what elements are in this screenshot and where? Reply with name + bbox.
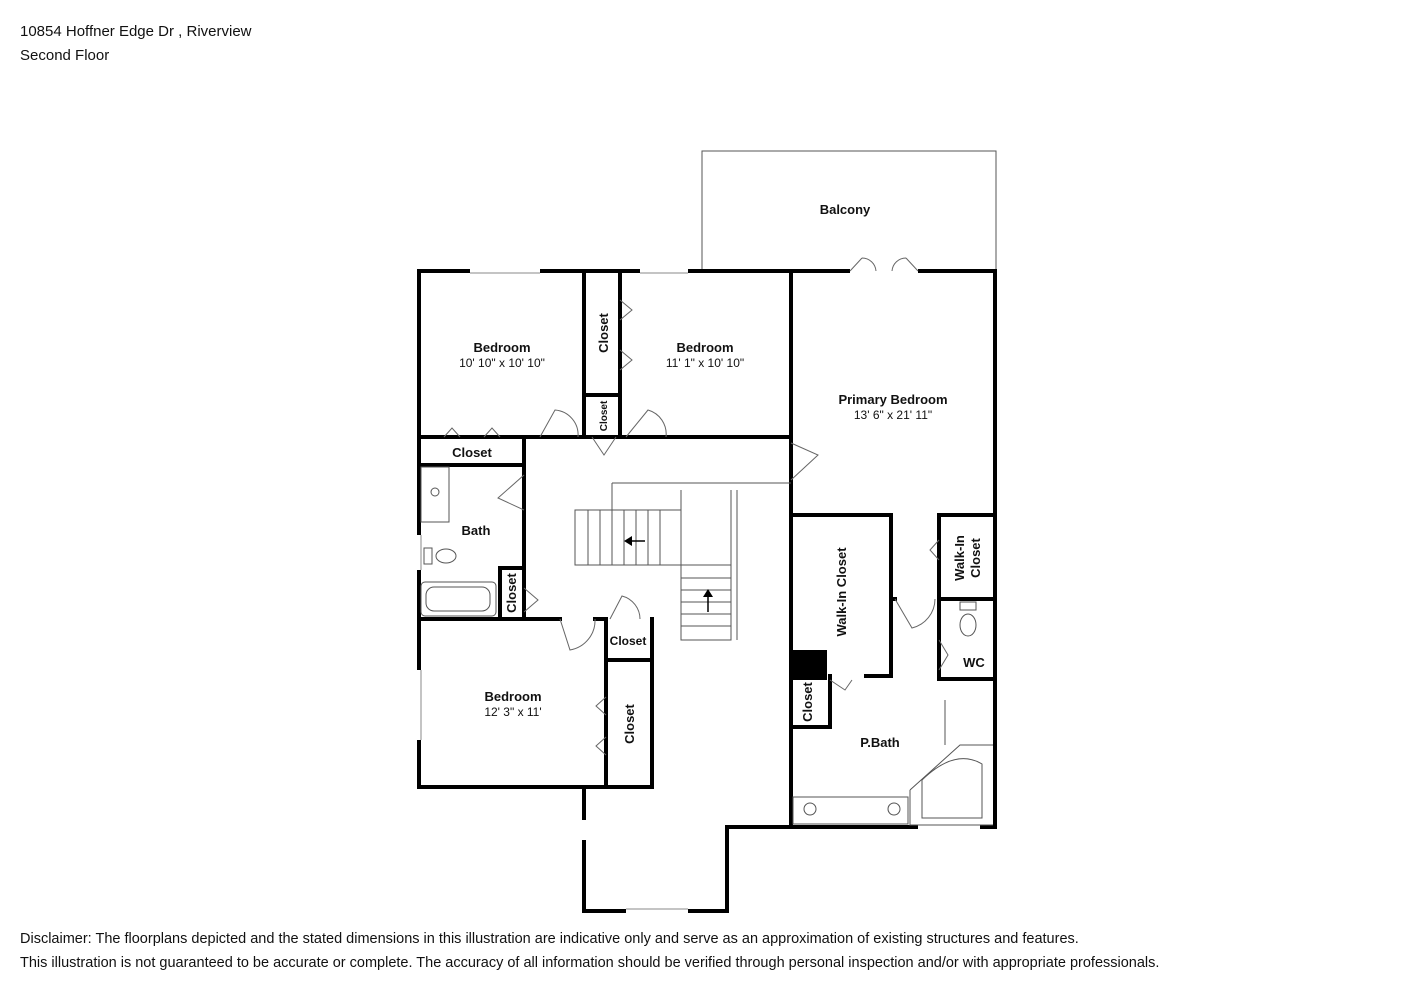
bedroom2-label: Bedroom (676, 340, 734, 355)
address-title: 10854 Hoffner Edge Dr , Riverview (20, 23, 252, 40)
primary-bedroom-dims: 13' 6" x 21' 11" (853, 408, 933, 422)
closet-label-small: Closet (599, 400, 610, 432)
primary-bedroom-label: Primary Bedroom (838, 392, 948, 407)
wc-label: WC (963, 655, 985, 670)
closet-label-pbath: Closet (800, 682, 815, 722)
balcony-label: Balcony (819, 202, 871, 217)
closet-label-bedroom3-top: Closet (609, 634, 647, 648)
bedroom1-label: Bedroom (473, 340, 531, 355)
bath-label: Bath (461, 523, 491, 538)
pbath-label: P.Bath (860, 735, 900, 750)
bedroom3-dims: 12' 3" x 11' (484, 705, 542, 719)
doors (444, 258, 948, 755)
disclaimer-line-1: Disclaimer: The floorplans depicted and the stated dimensions in this illustration are indicative only and serve as an approximation of existing structures and features. (20, 931, 1079, 947)
disclaimer-line-2: This illustration is not guaranteed to be accurate or complete. The accuracy of all information should be verified through personal inspection and/or with appropriate professionals. (20, 955, 1160, 971)
closet-label-bedroom3: Closet (622, 704, 637, 744)
bedroom2-dims: 11' 1" x 10' 10" (665, 356, 745, 370)
floor-subtitle: Second Floor (20, 47, 110, 64)
closet-label-bedroom2: Closet (596, 313, 611, 353)
column-block (791, 650, 827, 680)
room-labels (452, 202, 985, 750)
walkin-closet-label-line2: Closet (968, 538, 983, 578)
stairs (575, 483, 791, 640)
walkin-closet-label: Walk-In Closet (834, 547, 849, 637)
closet-label-bath: Closet (504, 573, 519, 613)
walkin-closet-label-line1: Walk-In (952, 535, 967, 581)
bedroom1-dims: 10' 10" x 10' 10" (459, 356, 545, 370)
bedroom3-label: Bedroom (484, 689, 542, 704)
fixtures (421, 467, 993, 825)
closet-label-hall-left: Closet (452, 445, 492, 460)
